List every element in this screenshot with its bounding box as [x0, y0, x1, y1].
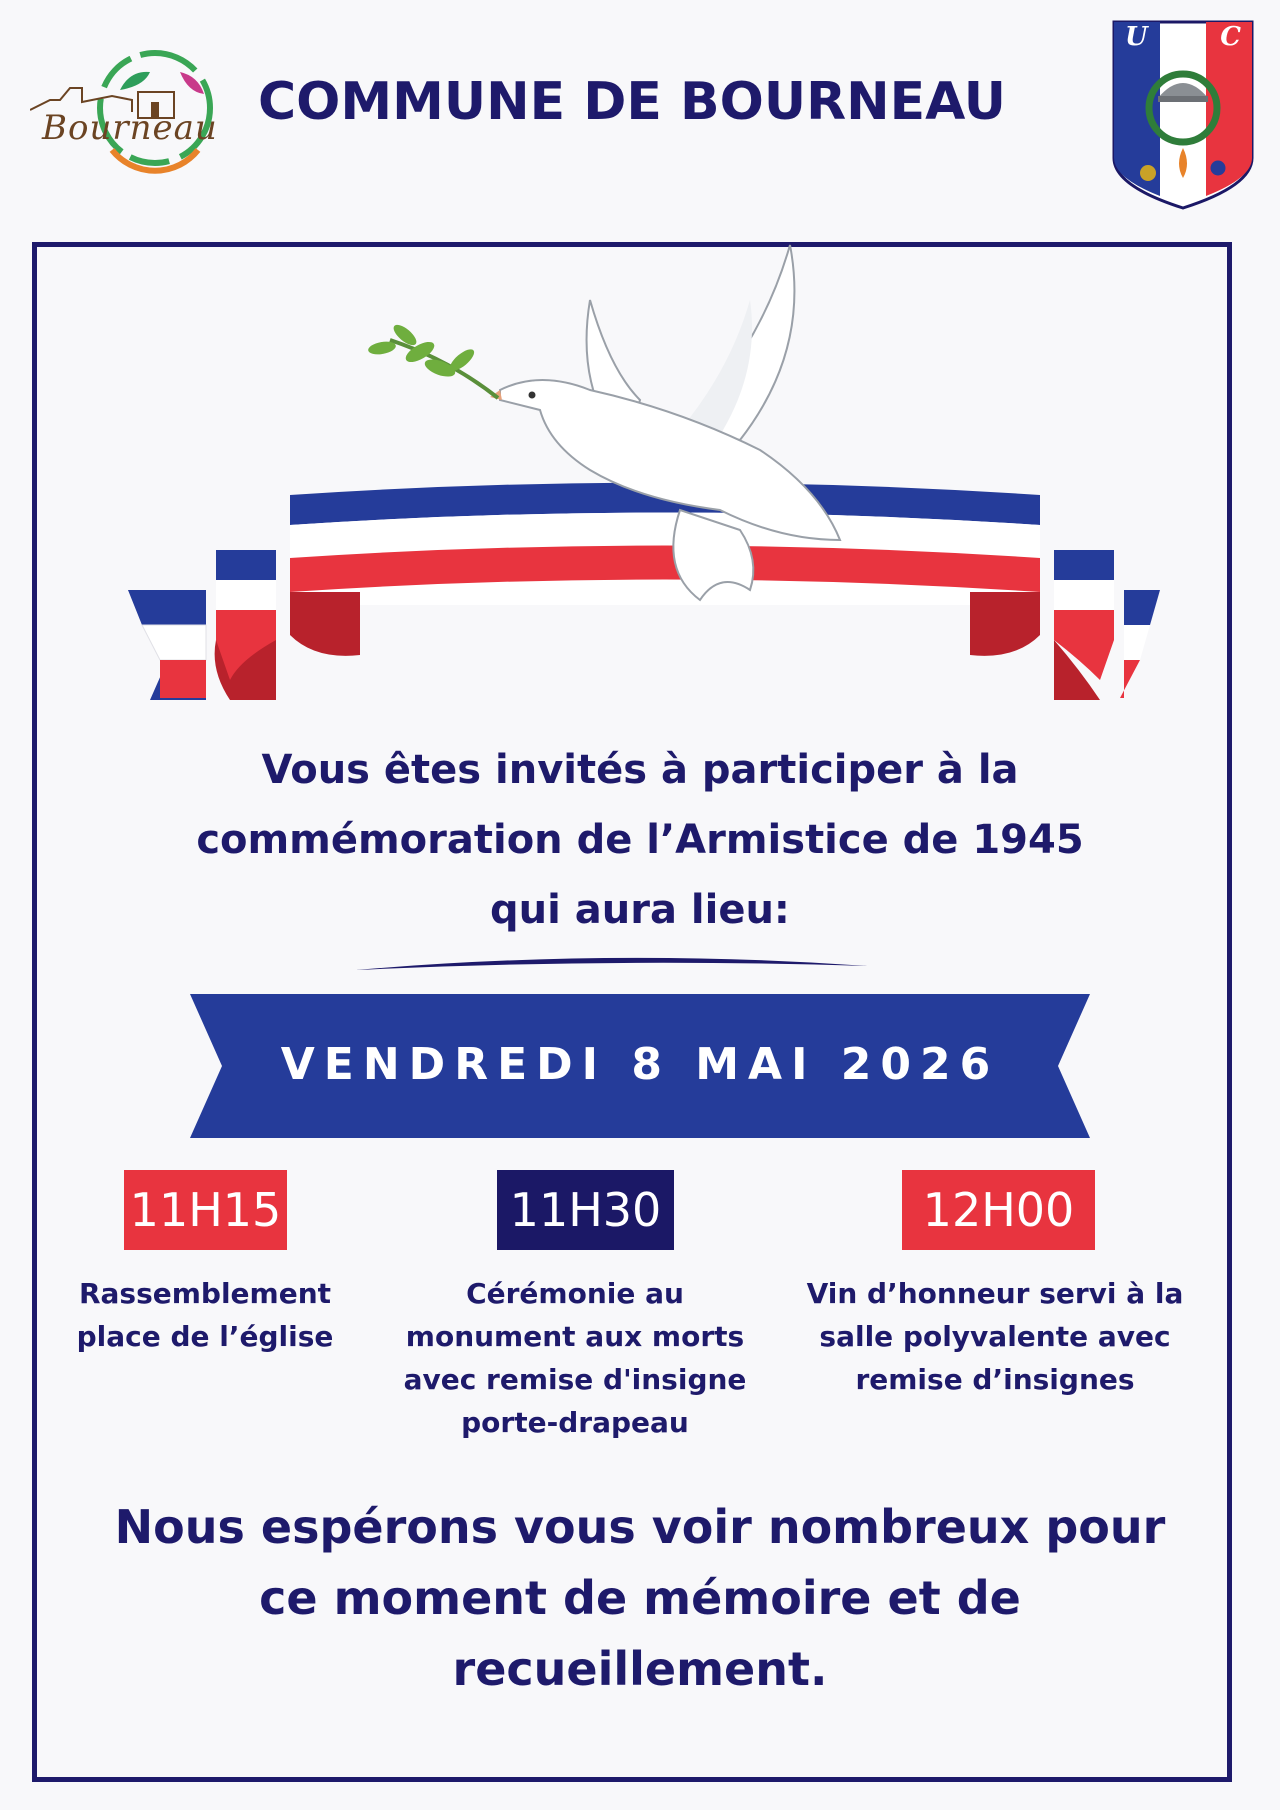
invitation-line: Vous êtes invités à participer à la	[261, 747, 1019, 793]
unc-letter-c: C	[1220, 22, 1241, 52]
description-line: salle polyvalente avec	[819, 1320, 1171, 1353]
description-line: Vin d’honneur servi à la	[806, 1277, 1184, 1310]
page-title: COMMUNE DE BOURNEAU	[258, 72, 1007, 132]
description-line: avec remise d'insigne	[403, 1363, 747, 1396]
unc-letter-u: U	[1125, 22, 1148, 52]
schedule-description-1	[55, 1272, 355, 1358]
closing-line: Nous espérons vous voir nombreux pour	[114, 1500, 1166, 1554]
unc-letters	[1125, 22, 1241, 52]
description-line: Cérémonie au	[466, 1277, 684, 1310]
event-date: VENDREDI 8 MAI 2026	[280, 1039, 1000, 1090]
description-line: place de l’église	[76, 1320, 334, 1353]
closing-line: recueillement.	[452, 1642, 828, 1696]
unc-letter-n: N	[1172, 22, 1196, 52]
description-line: monument aux morts	[405, 1320, 745, 1353]
header	[0, 0, 1280, 230]
brush-underline	[352, 952, 872, 976]
description-line: porte-drapeau	[461, 1406, 689, 1439]
french-ribbon-icon	[128, 483, 1160, 701]
time-badge-1200: 12H00	[902, 1170, 1095, 1250]
closing-message	[60, 1492, 1220, 1705]
description-line: Rassemblement	[78, 1277, 332, 1310]
description-line: remise d’insignes	[855, 1363, 1135, 1396]
schedule-description-2	[365, 1272, 785, 1444]
invitation-text	[100, 735, 1180, 945]
logo-text: Bourneau	[42, 108, 218, 148]
dove-ribbon-illustration	[120, 240, 1160, 710]
invitation-line: commémoration de l’Armistice de 1945	[196, 817, 1084, 863]
invitation-line: qui aura lieu:	[490, 887, 790, 933]
time-badge-1130: 11H30	[497, 1170, 674, 1250]
time-badge-1115: 11H15	[124, 1170, 287, 1250]
schedule-description-3	[780, 1272, 1210, 1401]
closing-line: ce moment de mémoire et de	[259, 1571, 1021, 1625]
